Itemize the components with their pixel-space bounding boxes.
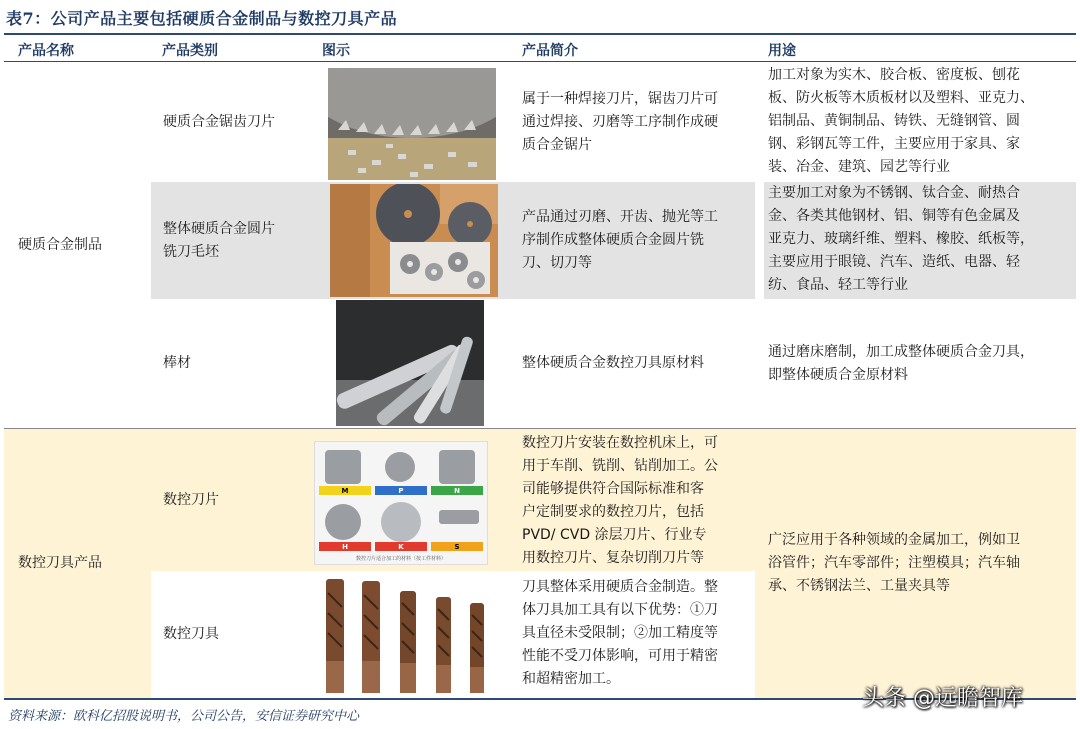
row1-intro (522, 88, 718, 157)
row4-intro-line: 数控刀片安装在数控机床上，可 (522, 435, 718, 451)
row5-intro (522, 576, 718, 691)
row4-intro (522, 432, 718, 570)
cnc-usage-line: 广泛应用于各种领域的金属加工，例如卫 (768, 532, 1020, 548)
col-intro: 产品简介 (522, 43, 578, 59)
group-label-carbide: 硬质合金制品 (18, 237, 102, 253)
col-image: 图示 (322, 43, 350, 59)
title-rule (4, 33, 1076, 35)
row2-intro-line: 产品通过刃磨、开齿、抛光等工 (522, 209, 718, 225)
row1-intro-line: 质合金锯片 (522, 137, 592, 153)
col-usage: 用途 (768, 43, 796, 59)
group-label-cnc: 数控刀具产品 (18, 555, 102, 571)
row3-usage (768, 341, 1034, 387)
row2-usage-line: 主要加工对象为不锈钢、钛合金、耐热合 (768, 185, 1020, 201)
table-header (4, 36, 1076, 60)
insert-chart-image (314, 441, 488, 565)
watermark: 头条 @远瞻智库 (862, 686, 1023, 711)
row5-category-line: 数控刀具 (163, 626, 219, 642)
row1-usage (768, 64, 1034, 179)
header-rule (4, 61, 1076, 62)
row1-usage-line: 板、防火板等木质板材以及塑料、亚克力、 (768, 90, 1034, 106)
cnc-usage-line: 浴管件；汽车零部件；注塑模具；汽车轴 (768, 555, 1020, 571)
row2-usage-line: 纺、食品、轻工等行业 (768, 277, 908, 293)
row2-intro-line: 序制作成整体硬质合金圆片铣 (522, 232, 704, 248)
insert-label-p: P (398, 487, 404, 495)
row2-usage-line: 金、各类其他钢材、铝、铜等有色金属及 (768, 208, 1020, 224)
row4-category (163, 489, 219, 512)
row3-category-line: 棒材 (163, 355, 191, 371)
cnc-usage-line: 承、不锈钢法兰、工量夹具等 (768, 578, 950, 594)
saw-blade-image (328, 68, 496, 180)
insert-label-n: N (454, 487, 460, 495)
row1-category (163, 111, 275, 134)
rod-image (336, 300, 484, 426)
row5-intro-line: 和超精密加工。 (522, 671, 620, 687)
col-category: 产品类别 (162, 43, 218, 59)
row5-intro-line: 刀具整体采用硬质合金制造。整 (522, 579, 718, 595)
drill-tools-image (318, 573, 502, 697)
insert-caption: 数控刀片适合加工的材料（按工件材料） (355, 556, 447, 562)
row3-category (163, 352, 191, 375)
row1-usage-line: 装、冶金、建筑、园艺等行业 (768, 159, 950, 175)
row3-usage-line: 即整体硬质合金原材料 (768, 367, 908, 383)
insert-label-s: S (454, 543, 460, 551)
row2-usage (768, 182, 1034, 297)
row1-usage-line: 铝制品、黄铜制品、铸铁、无缝钢管、圆 (768, 113, 1020, 129)
row5-intro-line: 具直径未受限制；②加工精度等 (522, 625, 718, 641)
row4-intro-line: 户定制要求的数控刀片，包括 (522, 504, 704, 520)
col-product-name: 产品名称 (18, 43, 74, 59)
row4-intro-line: 用数控刀片、复杂切削刀片等 (522, 550, 704, 566)
row2-category-line: 铣刀毛坯 (163, 244, 219, 260)
insert-label-k: K (398, 543, 404, 551)
row5-intro-line: 体刀具加工具有以下优势：①刀 (522, 602, 718, 618)
row1-usage-line: 钢、彩钢瓦等工件，主要应用于家具、家 (768, 136, 1020, 152)
row4-intro-line: 用于车削、铣削、钻削加工。公 (522, 458, 718, 474)
row2-usage-line: 主要应用于眼镜、汽车、造纸、电器、轻 (768, 254, 1020, 270)
disc-blank-image (330, 184, 498, 297)
group-divider (4, 428, 1076, 429)
row4-intro-line: 司能够提供符合国际标准和客 (522, 481, 704, 497)
row3-intro-line: 整体硬质合金数控刀具原材料 (522, 355, 704, 371)
row5-intro-line: 性能不受刀体影响，可用于精密 (522, 648, 718, 664)
cnc-usage (768, 529, 1020, 598)
row1-category-line: 硬质合金锯齿刀片 (163, 114, 275, 130)
row4-category-line: 数控刀片 (163, 492, 219, 508)
row2-category (163, 218, 275, 264)
row2-usage-line: 亚克力、玻璃纤维、塑料、橡胶、纸板等， (768, 231, 1034, 247)
row1-usage-line: 加工对象为实木、胶合板、密度板、刨花 (768, 67, 1020, 83)
row3-intro (522, 352, 704, 375)
row3-usage-line: 通过磨床磨制，加工成整体硬质合金刀具， (768, 344, 1034, 360)
row2-category-line: 整体硬质合金圆片 (163, 221, 275, 237)
source-note: 资料来源：欧科亿招股说明书，公司公告，安信证券研究中心 (8, 709, 360, 724)
row5-category (163, 623, 219, 646)
insert-label-h: H (342, 543, 348, 551)
row1-intro-line: 属于一种焊接刀片，锯齿刀片可 (522, 91, 718, 107)
insert-label-m: M (341, 487, 349, 495)
row4-intro-line: PVD/ CVD 涂层刀片、行业专 (522, 527, 707, 543)
table-title: 表7：公司产品主要包括硬质合金制品与数控刀具产品 (6, 9, 398, 28)
row2-intro-line: 刀、切刀等 (522, 255, 592, 271)
row1-intro-line: 通过焊接、刃磨等工序制作成硬 (522, 114, 718, 130)
row2-intro (522, 206, 718, 275)
